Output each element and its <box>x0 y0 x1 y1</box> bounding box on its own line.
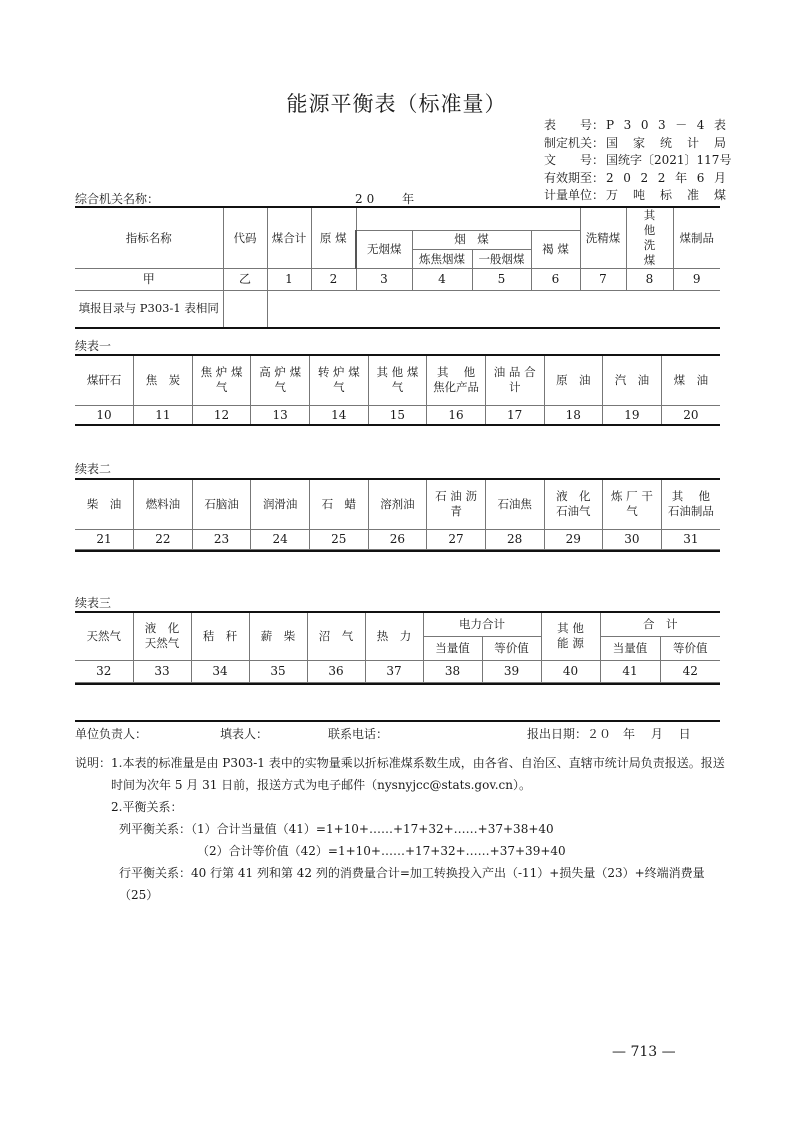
meta-key: 文 号： <box>544 153 605 167</box>
meta-value-char: 国 <box>606 135 619 150</box>
column-header-text: 炼 厂 干 气 <box>611 489 653 519</box>
meta-value <box>606 170 726 188</box>
filler-label: 填表人： <box>220 727 269 741</box>
meta-value-char: 准 <box>686 188 699 202</box>
notes-section <box>75 752 725 906</box>
column-header-text: 热 力 <box>376 628 412 643</box>
column-header-text: 其 他 焦化产品 <box>433 365 480 395</box>
meta-value-char: 万 <box>606 188 619 202</box>
meta-value-char: 6 <box>696 170 705 185</box>
column-header-text: 焦 炉 煤 气 <box>200 365 243 395</box>
unit-head-label: 单位负责人： <box>75 727 148 741</box>
code-cell: 27 <box>427 529 486 549</box>
column-header-text: 其 他 石油制品 <box>667 489 714 519</box>
column-header <box>661 355 720 405</box>
meta-value <box>606 187 726 205</box>
meta-value-char: 0 <box>623 170 631 185</box>
meta-value-char: 家 <box>632 135 645 150</box>
column-header <box>427 479 486 529</box>
column-header-text: 煤 油 <box>673 372 709 387</box>
header-row <box>75 479 720 529</box>
meta-value-char: 3 <box>623 118 632 132</box>
meta-value-char: 吨 <box>632 188 645 202</box>
header-row <box>75 355 720 405</box>
index-cell: 6 <box>531 269 580 291</box>
note-line-2: 时间为次年 5 月 31 日前，报送方式为电子邮件（nysnyjcc@stats.gov.cn）。 <box>111 778 531 792</box>
header-electricity-total: 电力合计 <box>423 612 541 636</box>
empty-data-cell <box>267 291 720 328</box>
column-header-text: 石 油 沥 青 <box>435 489 477 519</box>
index-cell: 甲 <box>75 269 223 291</box>
column-header <box>368 479 427 529</box>
meta-value <box>606 135 726 153</box>
code-cell: 26 <box>368 529 427 549</box>
column-header <box>191 612 249 660</box>
code-cell: 37 <box>365 660 423 682</box>
header-coking-coal: 炼焦烟煤 <box>412 250 472 269</box>
column-header-text: 转 炉 煤 气 <box>317 365 360 395</box>
meta-value-char: 3 <box>658 118 666 132</box>
code-cell: 28 <box>485 529 544 549</box>
index-cell: 1 <box>267 269 311 291</box>
header-electricity-equivalent: 当量值 <box>423 636 482 660</box>
meta-value-char: 年 <box>675 170 688 185</box>
header-coal-total: 煤合计 <box>267 207 311 269</box>
code-cell: 17 <box>485 405 544 425</box>
report-date-label: 报出日期：２０ 年 月 日 <box>527 727 691 741</box>
header-anthracite: 无烟煤 <box>356 230 412 269</box>
column-header-text: 液 化 天然气 <box>144 621 180 651</box>
code-cell: 38 <box>423 660 482 682</box>
column-header-text: 焦 炭 <box>145 372 181 387</box>
header-total-equivalent: 当量值 <box>600 636 660 660</box>
code-row <box>75 660 720 682</box>
header-bituminous: 烟 煤 <box>412 230 531 250</box>
code-cell: 31 <box>661 529 720 549</box>
index-cell: 3 <box>356 269 412 291</box>
continued-table-3-label: 续表三 <box>75 596 112 610</box>
code-cell: 20 <box>661 405 720 425</box>
meta-value-char: 2 <box>606 170 614 185</box>
meta-value-char: 计 <box>686 135 699 150</box>
header-raw-coal-group <box>356 207 580 230</box>
index-cell: 2 <box>311 269 356 291</box>
meta-row <box>544 117 726 135</box>
meta-row <box>544 187 726 205</box>
column-header <box>368 355 427 405</box>
column-header-text: 石 蜡 <box>321 496 357 511</box>
table-main <box>75 206 720 329</box>
code-cell: 19 <box>603 405 662 425</box>
column-header-text: 薪 柴 <box>260 628 296 643</box>
code-cell: 36 <box>307 660 365 682</box>
table-bottom-rule <box>75 683 720 685</box>
header-electricity-equal-price: 等价值 <box>482 636 541 660</box>
column-header <box>192 479 251 529</box>
form-metadata <box>544 117 732 205</box>
code-cell: 11 <box>134 405 193 425</box>
column-header-text: 燃料油 <box>145 496 181 511</box>
code-cell: 24 <box>251 529 310 549</box>
code-row <box>75 529 720 549</box>
meta-value <box>606 117 726 135</box>
column-header-text: 汽 油 <box>614 372 650 387</box>
column-header <box>485 479 544 529</box>
column-header <box>544 479 603 529</box>
column-header <box>310 355 369 405</box>
header-code: 代码 <box>223 207 267 269</box>
column-header-text: 天然气 <box>86 628 121 643</box>
code-cell: 15 <box>368 405 427 425</box>
column-header <box>192 355 251 405</box>
header-other-energy-text: 其 他 能 源 <box>557 621 584 651</box>
code-cell: 22 <box>134 529 193 549</box>
code-cell: 33 <box>133 660 191 682</box>
code-row <box>75 405 720 425</box>
code-cell: 40 <box>541 660 600 682</box>
catalog-note: 填报目录与 P303-1 表相同 <box>75 291 223 328</box>
table-bottom-rule <box>75 550 720 552</box>
meta-value-char: 统 <box>659 135 672 150</box>
column-header <box>249 612 307 660</box>
empty-cell <box>223 291 267 328</box>
code-cell: 21 <box>75 529 134 549</box>
code-cell: 18 <box>544 405 603 425</box>
phone-label: 联系电话： <box>328 727 389 741</box>
column-header <box>485 355 544 405</box>
column-header <box>603 479 662 529</box>
header-total: 合 计 <box>600 612 720 636</box>
column-header <box>427 355 486 405</box>
meta-value-char: 表 <box>713 118 726 132</box>
column-header-text: 沼 气 <box>318 628 354 643</box>
table-bottom-rule <box>75 424 720 426</box>
code-cell: 29 <box>544 529 603 549</box>
column-header <box>307 612 365 660</box>
index-cell: 4 <box>412 269 472 291</box>
signature-line <box>75 720 720 741</box>
note-line-5: （2）合计等价值（42）=1+10+……+17+32+……+37+39+40 <box>197 844 566 858</box>
note-line-3: 2.平衡关系： <box>111 800 183 814</box>
continued-table-2-label: 续表二 <box>75 462 112 476</box>
note-line-1: 说明：1.本表的标准量是由 P303-1 表中的实物量乘以折标准煤系数生成，由各省、自治区、直辖市统计局负责报送。报送 <box>75 756 725 770</box>
header-other-washed-text: 其 他 洗 煤 <box>643 208 656 267</box>
continued-table-1-label: 续表一 <box>75 339 112 353</box>
header-lignite: 褐 煤 <box>531 230 580 269</box>
column-header-text: 石油焦 <box>497 496 532 511</box>
header-row-1 <box>75 612 720 636</box>
meta-value-char: 标 <box>659 188 672 202</box>
code-cell: 42 <box>660 660 720 682</box>
column-header <box>251 355 310 405</box>
column-header <box>133 612 191 660</box>
page-number: — 713 — <box>612 1044 676 1060</box>
column-header <box>661 479 720 529</box>
column-header <box>603 355 662 405</box>
code-cell: 23 <box>192 529 251 549</box>
meta-value-char: 国统字〔2021〕117号 <box>606 153 732 167</box>
index-cell: 5 <box>472 269 531 291</box>
org-name-label: 综合机关名称： <box>75 192 160 206</box>
meta-value-char: 4 <box>696 118 705 132</box>
meta-row <box>544 170 726 188</box>
index-row <box>75 269 720 291</box>
code-cell: 30 <box>603 529 662 549</box>
column-header-text: 高 炉 煤 气 <box>259 365 302 395</box>
meta-value-char: 煤 <box>713 188 726 202</box>
header-indicator: 指标名称 <box>75 207 223 269</box>
meta-value-char: 2 <box>657 170 666 185</box>
table-continued-3 <box>75 611 720 683</box>
code-cell: 32 <box>75 660 133 682</box>
column-header-text: 煤矸石 <box>86 372 122 387</box>
column-header-text: 溶剂油 <box>380 496 415 511</box>
meta-key: 计量单位： <box>544 188 605 202</box>
meta-value-char: 月 <box>713 170 726 185</box>
column-header <box>134 355 193 405</box>
header-total-equal-price: 等价值 <box>660 636 720 660</box>
code-cell: 14 <box>310 405 369 425</box>
column-header <box>75 479 134 529</box>
column-header <box>544 355 603 405</box>
column-header <box>365 612 423 660</box>
header-raw-coal: 原 煤 <box>311 207 356 269</box>
meta-value-char: － <box>675 118 688 132</box>
code-cell: 41 <box>600 660 660 682</box>
code-cell: 12 <box>192 405 251 425</box>
meta-value-char: 2 <box>640 170 649 185</box>
column-header-text: 原 油 <box>556 372 591 387</box>
column-header <box>251 479 310 529</box>
header-general-coal: 一般烟煤 <box>472 250 531 269</box>
code-cell: 16 <box>427 405 486 425</box>
page-title: 能源平衡表（标准量） <box>286 92 507 116</box>
meta-value-char: P <box>606 118 615 132</box>
header-other-washed <box>626 207 673 269</box>
meta-key: 有效期至： <box>544 170 605 185</box>
column-header <box>75 355 134 405</box>
header-coal-products: 煤制品 <box>673 207 720 269</box>
code-cell: 25 <box>310 529 369 549</box>
code-cell: 10 <box>75 405 134 425</box>
code-cell: 35 <box>249 660 307 682</box>
meta-key: 表 号： <box>544 118 605 132</box>
column-header-text: 秸 秆 <box>202 628 238 643</box>
note-line-6: 行平衡关系：40 行第 41 列和第 42 列的消费量合计=加工转换投入产出（-11）+损失量（23）+终端消费量（25） <box>119 866 705 902</box>
index-cell: 乙 <box>223 269 267 291</box>
table-continued-2 <box>75 478 720 550</box>
code-cell: 13 <box>251 405 310 425</box>
meta-value-char: 0 <box>640 118 649 132</box>
note-line-4: 列平衡关系：（1）合计当量值（41）=1+10+……+17+32+……+37+38+40 <box>119 822 554 836</box>
index-cell: 7 <box>580 269 626 291</box>
column-header-text: 柴 油 <box>86 496 122 511</box>
column-header <box>75 612 133 660</box>
column-header-text: 液 化 石油气 <box>556 489 591 519</box>
year-label: 20 年 <box>355 192 419 206</box>
column-header-text: 石脑油 <box>204 496 239 511</box>
index-cell: 8 <box>626 269 673 291</box>
index-cell: 9 <box>673 269 720 291</box>
meta-key: 制定机关： <box>544 135 605 150</box>
meta-row <box>544 152 732 170</box>
column-header <box>310 479 369 529</box>
column-header-text: 其 他 煤 气 <box>376 365 419 395</box>
code-cell: 34 <box>191 660 249 682</box>
code-cell: 39 <box>482 660 541 682</box>
column-header-text: 油 品 合 计 <box>493 365 536 395</box>
column-header <box>134 479 193 529</box>
column-header-text: 润滑油 <box>262 496 298 511</box>
header-other-energy <box>541 612 600 660</box>
header-washed-coal: 洗精煤 <box>580 207 626 269</box>
meta-value <box>606 152 732 170</box>
meta-value-char: 局 <box>713 135 726 150</box>
table-continued-1 <box>75 354 720 426</box>
meta-row <box>544 135 726 153</box>
